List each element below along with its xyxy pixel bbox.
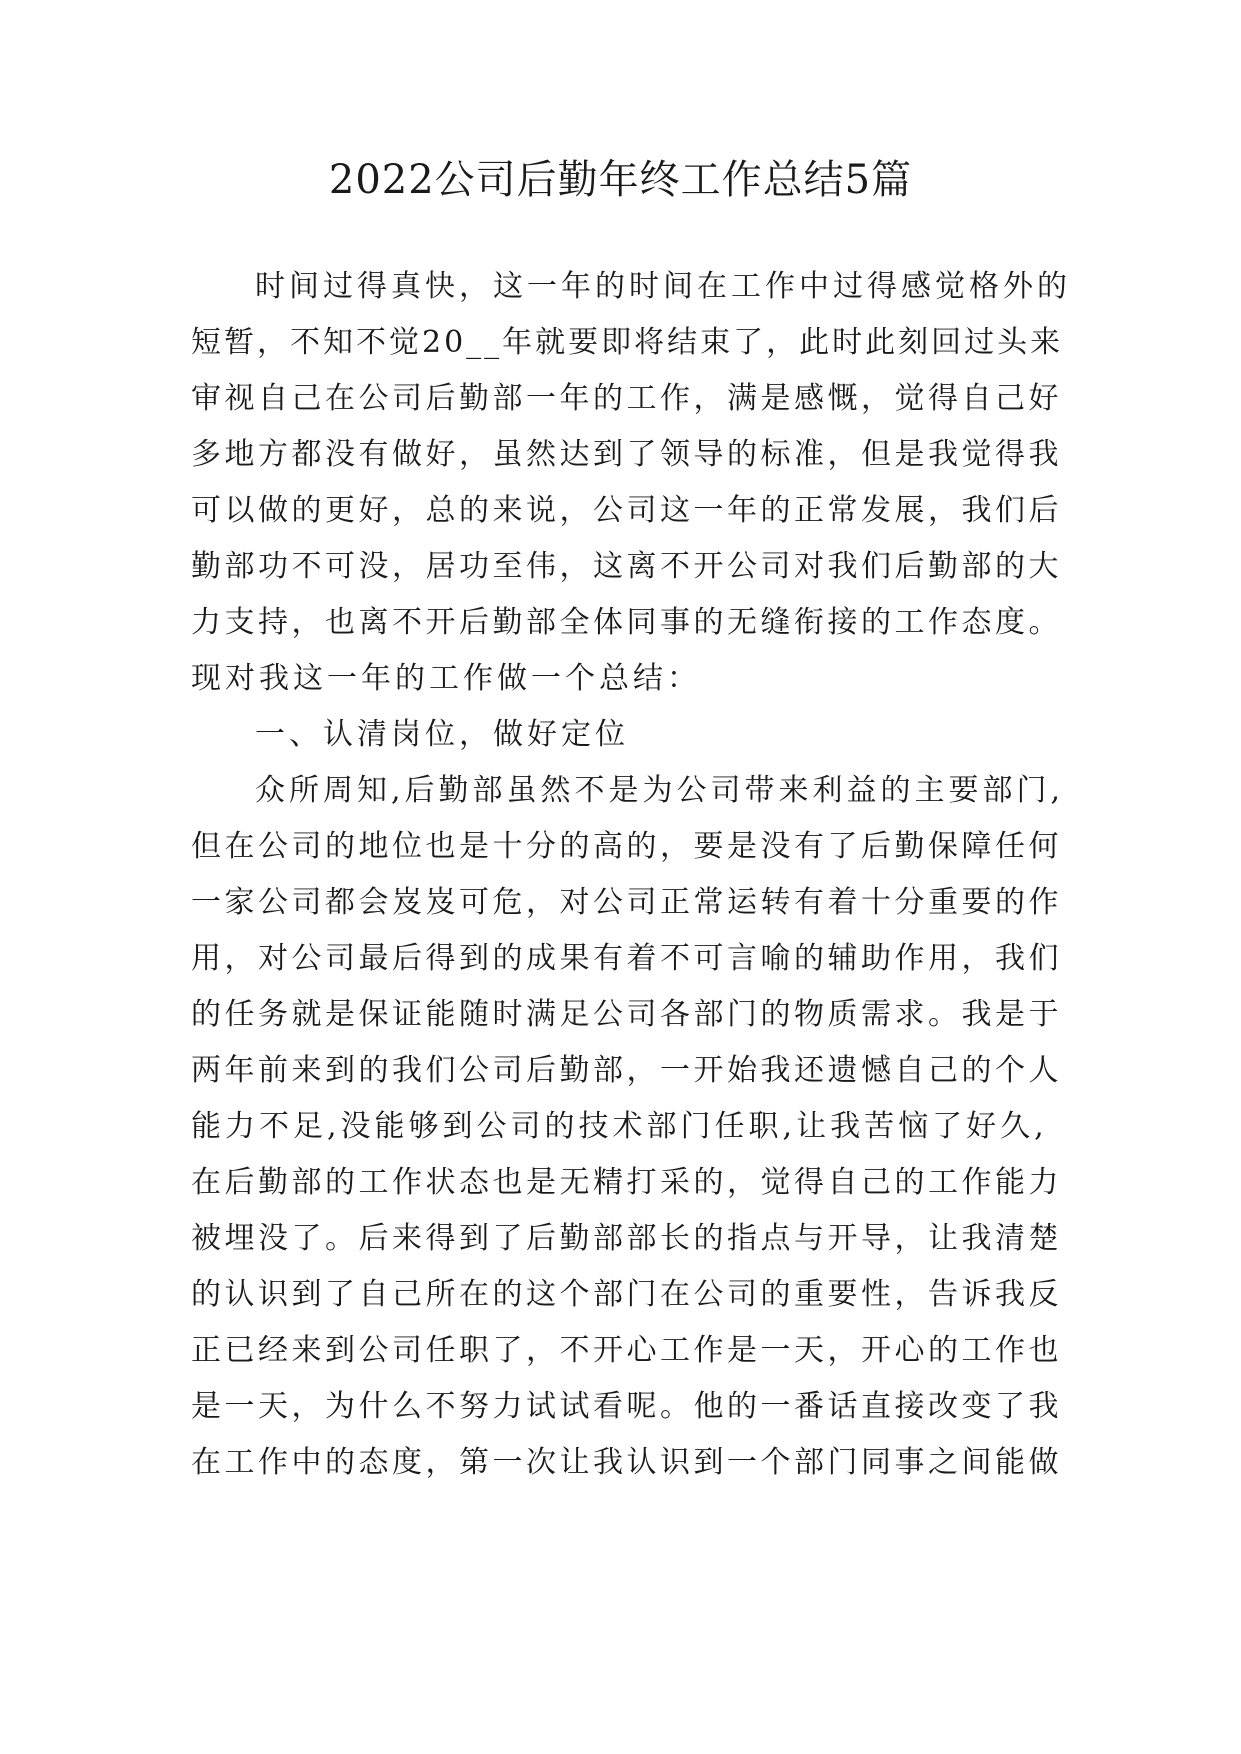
text-line: 审视自己在公司后勤部一年的工作，满是感慨，觉得自己好 bbox=[191, 381, 1062, 416]
text-line: 在后勤部的工作状态也是无精打采的，觉得自己的工作能力 bbox=[191, 1165, 1062, 1200]
document-title: 2022公司后勤年终工作总结5篇 bbox=[328, 157, 913, 203]
text-line: 被埋没了。后来得到了后勤部部长的指点与开导，让我清楚 bbox=[191, 1221, 1062, 1256]
document-body bbox=[191, 259, 1071, 1491]
text-line: 但在公司的地位也是十分的高的，要是没有了后勤保障任何 bbox=[191, 829, 1062, 864]
text-line: 可以做的更好，总的来说，公司这一年的正常发展，我们后 bbox=[191, 493, 1062, 528]
text-line: 短暂，不知不觉20__年就要即将结束了，此时此刻回过头来 bbox=[191, 325, 1064, 360]
text-line: 两年前来到的我们公司后勤部，一开始我还遗憾自己的个人 bbox=[191, 1053, 1062, 1088]
text-line: 正已经来到公司任职了，不开心工作是一天，开心的工作也 bbox=[191, 1333, 1062, 1368]
text-line: 是一天，为什么不努力试试看呢。他的一番话直接改变了我 bbox=[191, 1389, 1062, 1424]
text-line: 用，对公司最后得到的成果有着不可言喻的辅助作用，我们 bbox=[191, 941, 1062, 976]
text-line: 勤部功不可没，居功至伟，这离不开公司对我们后勤部的大 bbox=[191, 549, 1062, 584]
text-line: 众所周知,后勤部虽然不是为公司带来利益的主要部门, bbox=[255, 773, 1065, 808]
text-line: 多地方都没有做好，虽然达到了领导的标准，但是我觉得我 bbox=[191, 437, 1062, 472]
text-line: 一家公司都会岌岌可危，对公司正常运转有着十分重要的作 bbox=[191, 885, 1062, 920]
text-line: 时间过得真快，这一年的时间在工作中过得感觉格外的 bbox=[255, 269, 1071, 304]
text-line: 在工作中的态度，第一次让我认识到一个部门同事之间能做 bbox=[191, 1445, 1062, 1480]
text-line: 的认识到了自己所在的这个部门在公司的重要性，告诉我反 bbox=[191, 1277, 1062, 1312]
text-line: 的任务就是保证能随时满足公司各部门的物质需求。我是于 bbox=[191, 997, 1062, 1032]
text-line: 能力不足,没能够到公司的技术部门任职,让我苦恼了好久, bbox=[191, 1109, 1048, 1144]
text-line: 力支持，也离不开后勤部全体同事的无缝衔接的工作态度。 bbox=[191, 605, 1062, 640]
text-line: 一、认清岗位，做好定位 bbox=[255, 717, 629, 752]
text-line: 现对我这一年的工作做一个总结： bbox=[191, 661, 701, 696]
